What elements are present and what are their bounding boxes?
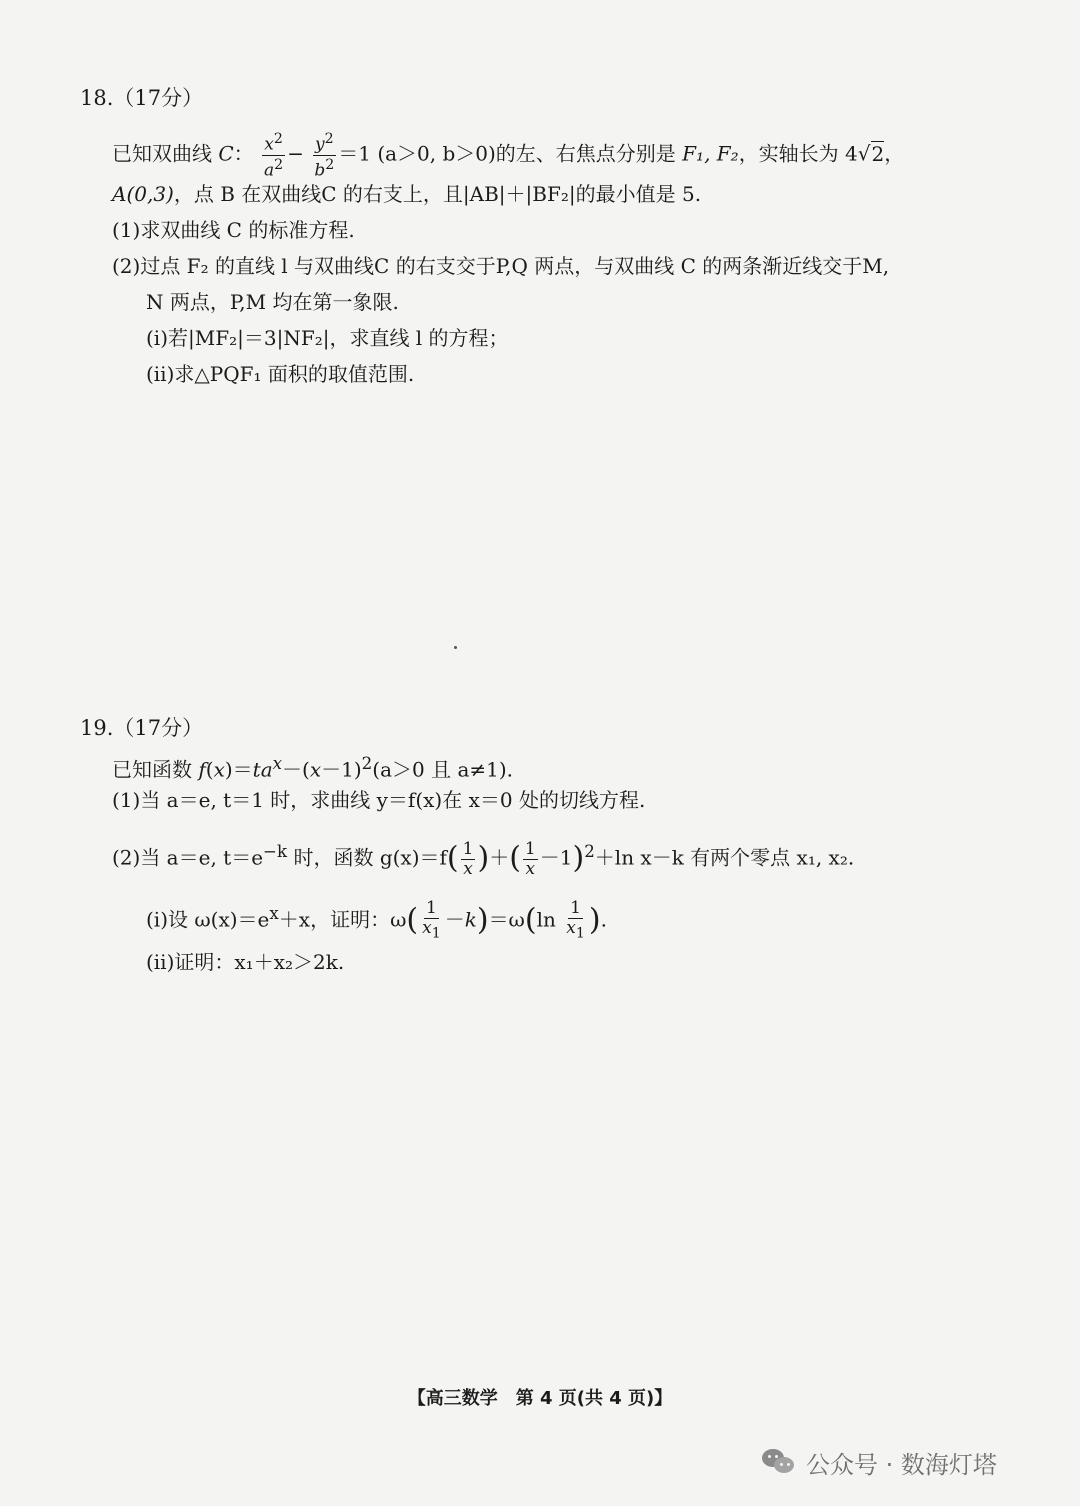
- q19-sub-i-mid: ＋x，证明：ω: [278, 907, 407, 932]
- q18-foci: F₁, F₂: [682, 141, 739, 166]
- q18-part2-line2: N 两点，P,M 均在第一象限.: [146, 290, 399, 314]
- q18-sub-ii: (ⅱ)求△PQF₁ 面积的取值范围.: [146, 362, 415, 386]
- fraction-y2-b2: $\frac{y^2}{b^2}$: [314, 131, 335, 181]
- q19-part2-exp: −k: [263, 842, 288, 861]
- q19-sub-i: (ⅰ)设 $\omega(x)=e^x+x$，证明：ω( $\frac{1}{x_1}$ －k)＝ω(ln $\frac{1}{x_1}$ ).: [146, 897, 607, 942]
- print-speck: [454, 646, 457, 649]
- q18-sqrt-value: 2: [871, 141, 885, 166]
- wechat-watermark: [762, 1440, 997, 1484]
- q19-part2: (2)当 a＝e, $t=e^{-k}$ 时，函数 g(x)＝f( $\frac{1}{x}$ )＋( $\frac{1}{x}$ －1)$^2$＋ln x－k 有两个零点 x₁, x₂.: [112, 838, 855, 879]
- fraction-x2-a2: $\frac{x^2}{a^2}$: [264, 131, 284, 181]
- q19-line1-pre: 已知函数: [112, 757, 192, 782]
- q18-point-a: A(0,3): [112, 182, 174, 206]
- q19-part2-mid: 时，函数 g(x)＝f: [287, 845, 447, 870]
- watermark-channel: 公众号 · 数海灯塔: [806, 1450, 997, 1479]
- q19-line1-cond: (a＞0 且 a≠1).: [372, 757, 514, 782]
- q18-line2: [112, 180, 701, 208]
- q19-part2-tail: ＋ln x－k 有两个零点 x₁, x₂.: [594, 845, 855, 870]
- q19-part2-pre: (2)当 a＝e, t＝e: [112, 845, 264, 870]
- q19-line1: 已知函数 $f(x)=ta^x-(x-1)^2(a>0$ 且 a≠1).: [112, 754, 514, 782]
- q19-heading: 19.（17分）: [80, 716, 204, 740]
- q18-heading: 18.（17分）: [80, 86, 204, 110]
- q18-sub-i: (ⅰ)若|MF₂|＝3|NF₂|，求直线 l 的方程；: [146, 326, 509, 350]
- q18-line2-rest: ，点 B 在双曲线C 的右支上，且|AB|＋|BF₂|的最小值是 5.: [173, 182, 702, 206]
- q18-axis-text: ，实轴长为 4: [738, 141, 858, 166]
- q18-part2-line1: (2)过点 F₂ 的直线 l 与双曲线C 的右支交于P,Q 两点，与双曲线 C 的两条渐近线交于M,: [112, 254, 890, 278]
- q19-sub-i-pre: (ⅰ)设 ω(x)＝e: [146, 907, 270, 932]
- q18-comma: ，: [884, 141, 905, 166]
- q18-line1: 已知双曲线 C： $\frac{x^2}{a^2}$ − $\frac{y^2}{b^2}$ ＝1 (a＞0, b＞0)的左、右焦点分别是 F₁, F₂，实轴长为 4√2，: [112, 131, 905, 181]
- wechat-icon: [762, 1447, 796, 1477]
- q19-part1: (1)当 a＝e, t＝1 时，求曲线 y＝f(x)在 x＝0 处的切线方程.: [112, 788, 646, 812]
- q19-sub-ii: (ⅱ)证明：x₁＋x₂＞2k.: [146, 950, 345, 974]
- fraction-1-x: $\frac{1}{x}$: [462, 838, 474, 879]
- q18-part1: (1)求双曲线 C 的标准方程.: [112, 218, 355, 242]
- q18-line1-cond: (a＞0, b＞0)的左、右焦点分别是: [377, 141, 676, 166]
- fraction-1-x1: $\frac{1}{x_1}$: [422, 897, 441, 942]
- fraction-1-x-b: $\frac{1}{x}$: [524, 838, 536, 879]
- q18-line1-pre: 已知双曲线: [112, 141, 212, 166]
- fraction-1-x1-b: $\frac{1}{x_1}$: [566, 897, 585, 942]
- q19-sub-i-exp: x: [269, 904, 279, 923]
- page-footer: 【高三数学 第 4 页(共 4 页)】: [407, 1388, 673, 1409]
- sqrt-icon: √: [857, 141, 871, 166]
